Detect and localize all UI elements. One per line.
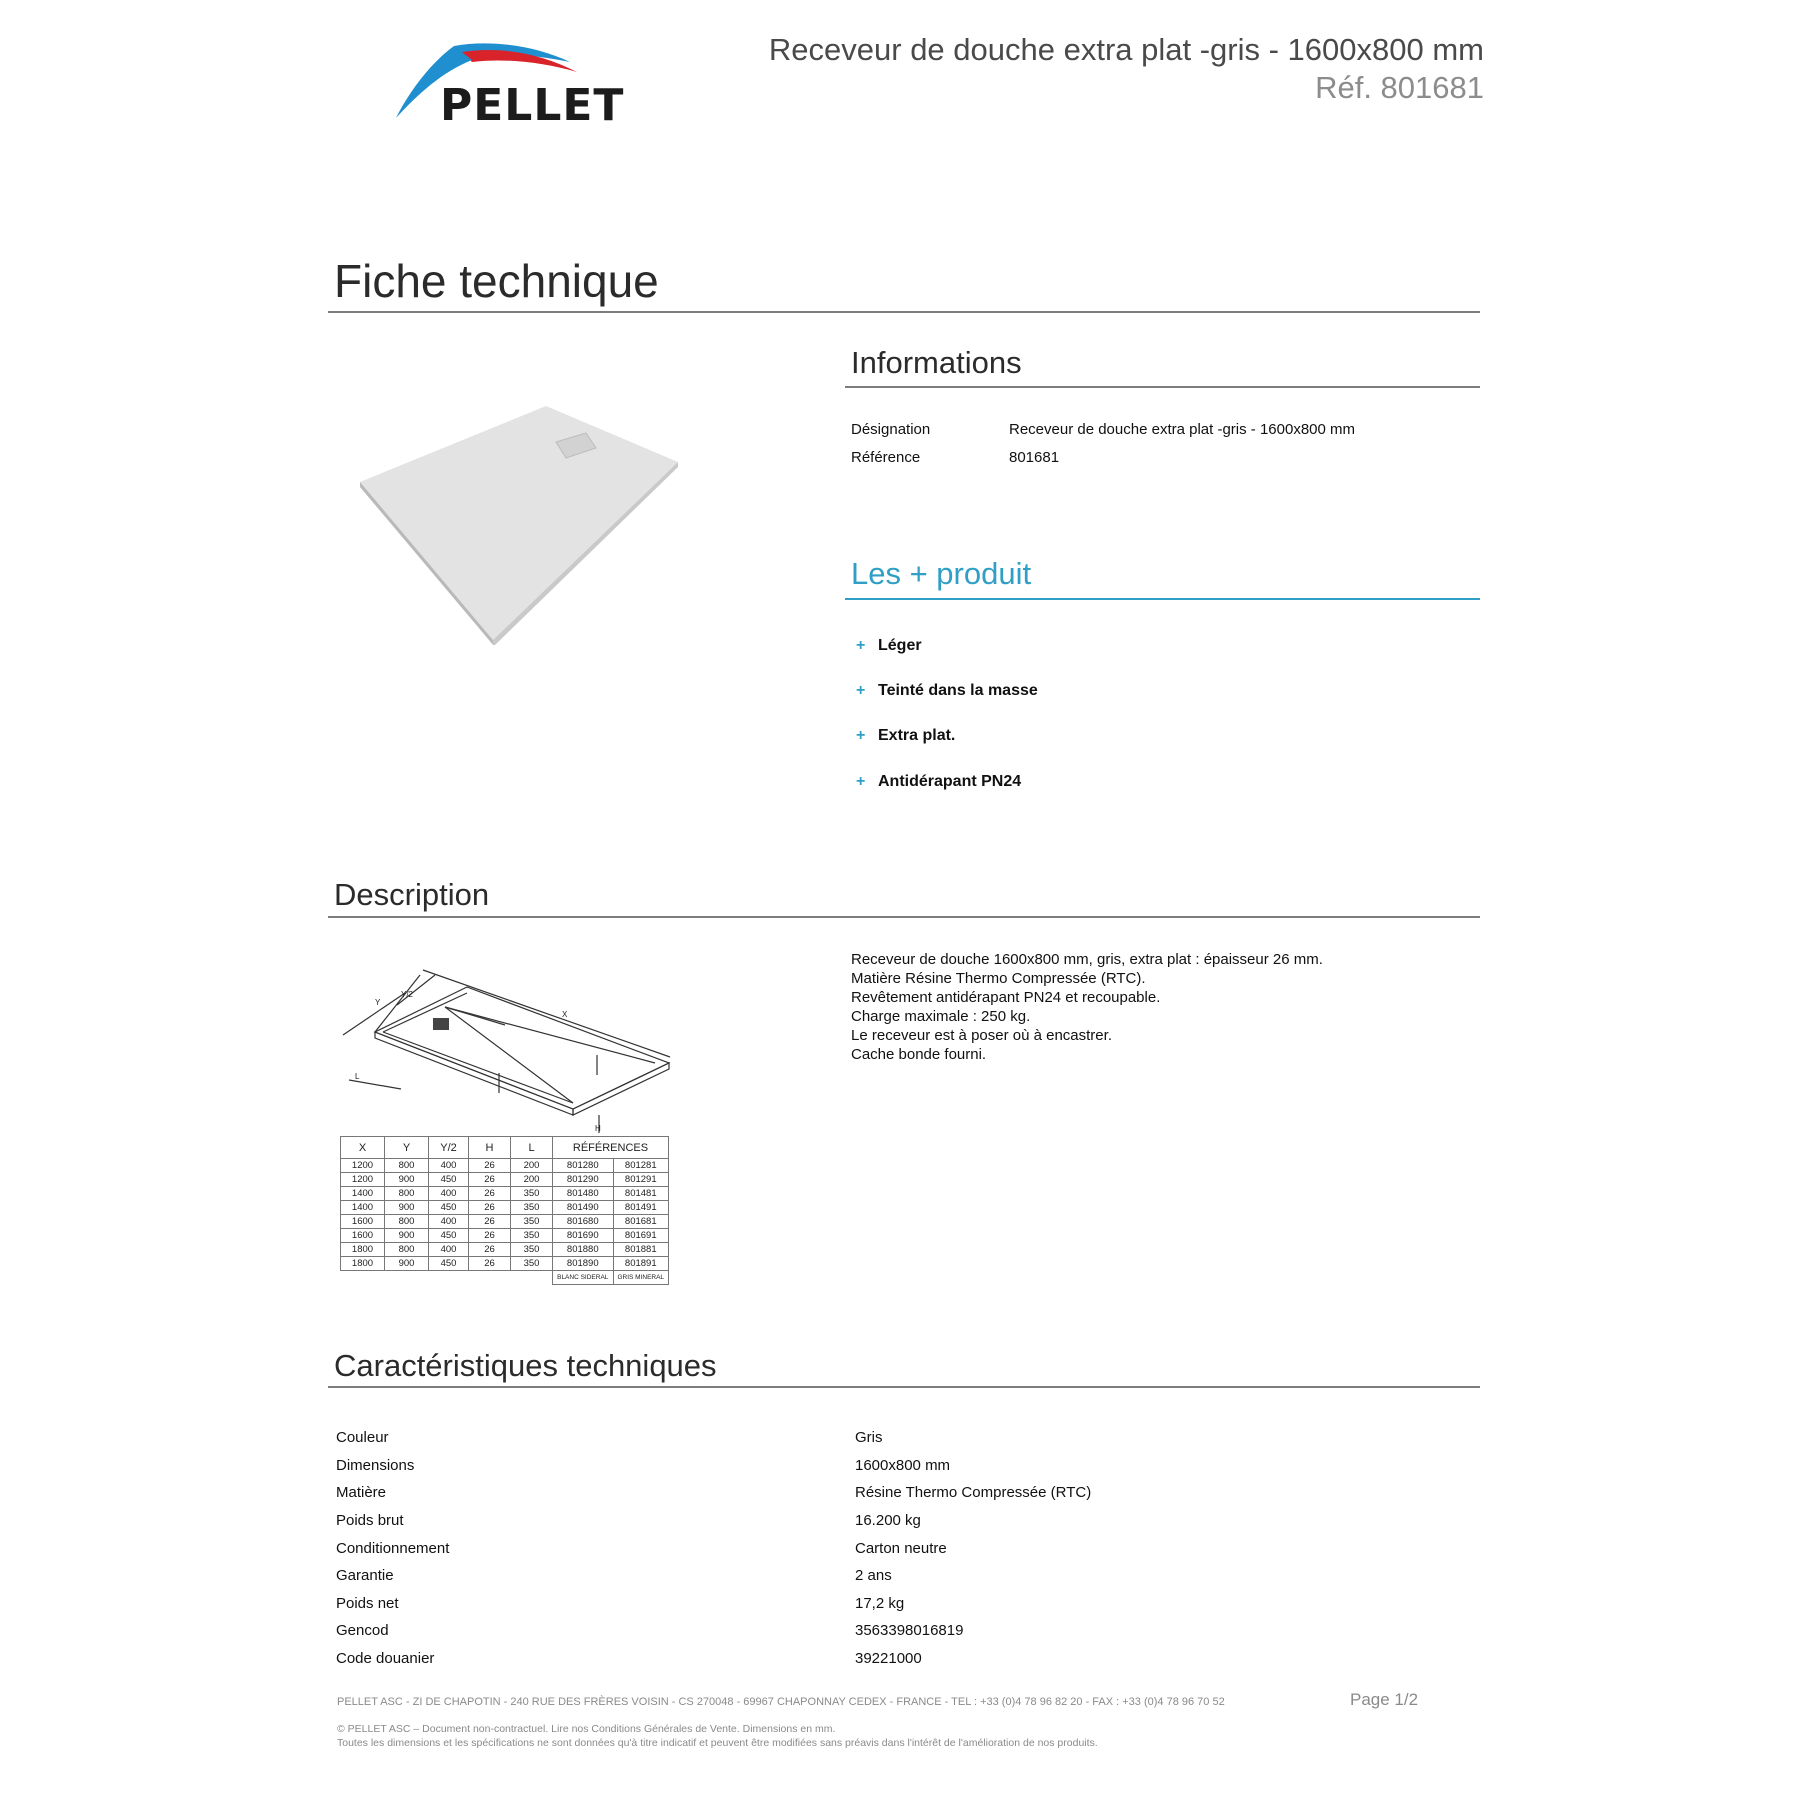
spec-label: Code douanier [336, 1650, 435, 1667]
spec-label: Couleur [336, 1429, 389, 1446]
table-row: 1200 800 400 26 200 801280 801281 [341, 1159, 669, 1173]
spec-value: Résine Thermo Compressée (RTC) [855, 1484, 1092, 1501]
drain-icon [433, 1018, 449, 1030]
spec-label: Gencod [336, 1622, 389, 1639]
benefit-item: + Antidérapant PN24 [856, 773, 1022, 790]
pellet-logo [392, 40, 642, 130]
spec-value: Gris [855, 1429, 883, 1446]
info-label-designation: Désignation [851, 421, 931, 438]
spec-value: 16.200 kg [855, 1512, 921, 1529]
dim-label-y2: Y/2 [401, 990, 414, 999]
informations-title: Informations [851, 345, 1022, 380]
plus-icon: + [856, 773, 866, 790]
info-label-reference: Référence [851, 449, 921, 466]
footer-address: PELLET ASC - ZI DE CHAPOTIN - 240 RUE DES FRÈRES VOISIN - CS 270048 - 69967 CHAPONNAY CEDEX - FRANCE - TEL : +33 (0)4 78 96 82 20 - FAX : +33 (0)4 78 96 70 52 [337, 1696, 1225, 1708]
table-subheader-row: BLANC SIDERAL GRIS MINERAL [341, 1271, 669, 1285]
description-title: Description [334, 877, 490, 912]
specs-divider [328, 1386, 1480, 1388]
spec-label: Poids net [336, 1595, 399, 1612]
product-image [360, 400, 700, 645]
logo-brand-text: PELLET [440, 80, 625, 131]
dim-label-l: L [355, 1072, 360, 1081]
dimensions-table [340, 1136, 669, 1285]
spec-value: 2 ans [855, 1567, 892, 1584]
description-text: Receveur de douche 1600x800 mm, gris, extra plat : épaisseur 26 mm. Matière Résine Thermo Compressée (RTC). Revêtement antidérapant PN24 et recoupable. Charge maximale : 250 kg. Le receveur est à poser où à encastrer. Cache bonde fourni. [851, 951, 1323, 1063]
benefit-item: + Extra plat. [856, 727, 956, 744]
benefit-item: + Teinté dans la masse [856, 682, 1038, 699]
info-value-designation: Receveur de douche extra plat -gris - 1600x800 mm [1009, 421, 1356, 438]
product-benefits-divider [845, 598, 1480, 600]
table-row: 1200 900 450 26 200 801290 801291 [341, 1173, 669, 1187]
plus-icon: + [856, 727, 866, 744]
title-divider [328, 311, 1480, 313]
footer-legal-line-1: © PELLET ASC – Document non-contractuel. Lire nos Conditions Générales de Vente. Dimensions en mm. [337, 1723, 836, 1735]
info-value-reference: 801681 [1009, 449, 1060, 466]
table-row: 1600 900 450 26 350 801690 801691 [341, 1229, 669, 1243]
spec-value: Carton neutre [855, 1540, 947, 1557]
header-product-title: Receveur de douche extra plat -gris - 1600x800 mm [768, 32, 1484, 67]
plus-icon: + [856, 682, 866, 699]
spec-value: 39221000 [855, 1650, 922, 1667]
dim-label-h: H [595, 1124, 601, 1133]
header-product-ref: Réf. 801681 [1315, 70, 1484, 105]
table-header-row: X Y Y/2 H L RÉFÉRENCES [341, 1137, 669, 1159]
table-row: 1800 800 400 26 350 801880 801881 [341, 1243, 669, 1257]
table-row: 1400 900 450 26 350 801490 801491 [341, 1201, 669, 1215]
spec-label: Matière [336, 1484, 387, 1501]
spec-value: 1600x800 mm [855, 1457, 951, 1474]
table-row: 1800 900 450 26 350 801890 801891 [341, 1257, 669, 1271]
technical-drawing [335, 955, 680, 1135]
spec-label: Conditionnement [336, 1540, 450, 1557]
dim-label-y: Y [375, 998, 381, 1007]
specs-title: Caractéristiques techniques [334, 1348, 717, 1383]
spec-value: 3563398016819 [855, 1622, 964, 1639]
description-divider [328, 916, 1480, 918]
dim-label-x: X [562, 1010, 568, 1019]
benefit-item: + Léger [856, 637, 922, 654]
informations-divider [845, 386, 1480, 388]
footer-legal-line-2: Toutes les dimensions et les spécifications ne sont données qu'à titre indicatif et peuvent être modifiées sans préavis dans l'intérêt de l'amélioration de nos produits. [337, 1737, 1098, 1749]
spec-label: Dimensions [336, 1457, 415, 1474]
plus-icon: + [856, 637, 866, 654]
table-row: 1400 800 400 26 350 801480 801481 [341, 1187, 669, 1201]
spec-value: 17,2 kg [855, 1595, 905, 1612]
spec-label: Poids brut [336, 1512, 404, 1529]
table-row: 1600 800 400 26 350 801680 801681 [341, 1215, 669, 1229]
product-benefits-title: Les + produit [851, 556, 1032, 591]
page-number: Page 1/2 [1350, 1690, 1419, 1709]
page-title: Fiche technique [334, 255, 659, 307]
spec-label: Garantie [336, 1567, 394, 1584]
